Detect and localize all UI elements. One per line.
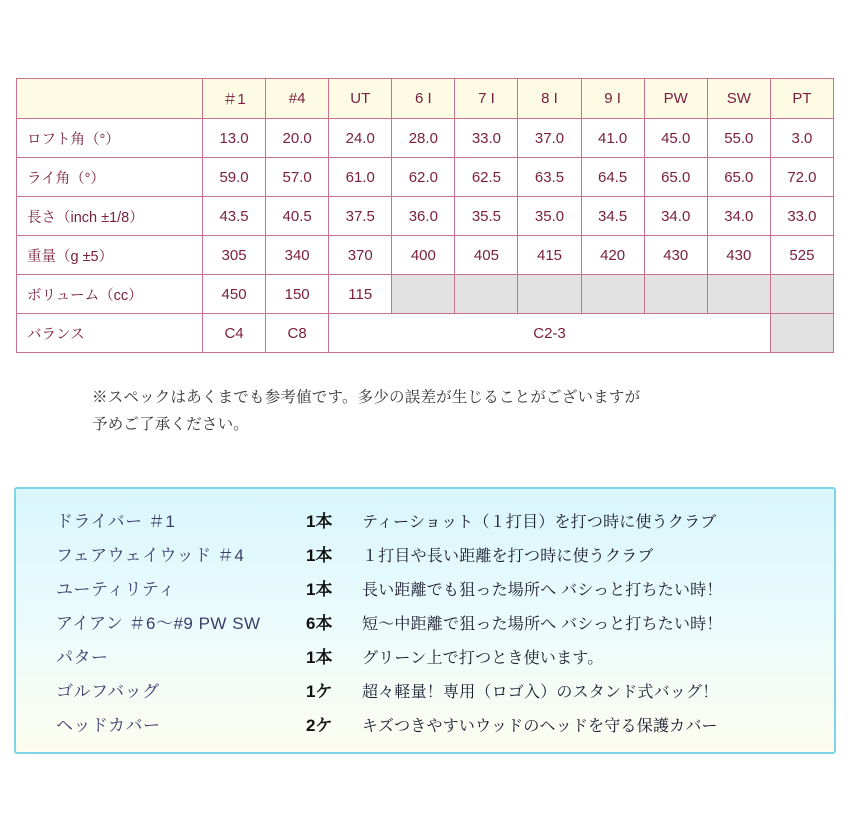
cell-loft-9: 3.0: [770, 119, 833, 158]
cell-weight-4: 405: [455, 236, 518, 275]
cell-volume-blank-7: [644, 275, 707, 314]
cell-length-0: 43.5: [203, 197, 266, 236]
cell-lie-2: 61.0: [329, 158, 392, 197]
item-name: ヘッドカバー: [56, 716, 161, 735]
table-row: [17, 119, 834, 158]
table-row: [17, 314, 834, 353]
cell-loft-3: 28.0: [392, 119, 455, 158]
col-header-3: 6 I: [392, 79, 455, 119]
cell-weight-2: 370: [329, 236, 392, 275]
list-item: [16, 541, 834, 575]
cell-length-3: 36.0: [392, 197, 455, 236]
col-header-6: 9 I: [581, 79, 644, 119]
list-item: [16, 575, 834, 609]
table-header-row: [17, 79, 834, 119]
item-quantity: 1本: [306, 546, 333, 565]
cell-length-9: 33.0: [770, 197, 833, 236]
cell-weight-1: 340: [266, 236, 329, 275]
cell-weight-0: 305: [203, 236, 266, 275]
cell-weight-5: 415: [518, 236, 581, 275]
item-description: 超々軽量！専用（ロゴ入）のスタンド式バッグ！: [362, 684, 719, 701]
row-label-length: 長さ（inch ±1/8）: [17, 197, 203, 236]
cell-volume-2: 115: [329, 275, 392, 314]
item-name: ゴルフバッグ: [56, 682, 160, 701]
cell-loft-6: 41.0: [581, 119, 644, 158]
cell-weight-7: 430: [644, 236, 707, 275]
spec-table-container: [16, 78, 834, 353]
item-quantity: 2ケ: [306, 716, 333, 735]
item-quantity: 1本: [306, 648, 333, 667]
table-row: [17, 236, 834, 275]
cell-lie-1: 57.0: [266, 158, 329, 197]
cell-balance-merged: C2-3: [329, 314, 771, 353]
cell-weight-8: 430: [707, 236, 770, 275]
cell-length-1: 40.5: [266, 197, 329, 236]
cell-balance-0: C4: [203, 314, 266, 353]
cell-volume-blank-8: [707, 275, 770, 314]
item-name: パター: [56, 648, 109, 667]
list-item: [16, 677, 834, 711]
cell-loft-7: 45.0: [644, 119, 707, 158]
cell-loft-5: 37.0: [518, 119, 581, 158]
cell-weight-6: 420: [581, 236, 644, 275]
cell-lie-0: 59.0: [203, 158, 266, 197]
row-label-loft: ロフト角（°）: [17, 119, 203, 158]
row-label-volume: ボリューム（cc）: [17, 275, 203, 314]
spec-table-corner: [17, 79, 203, 119]
col-header-5: 8 I: [518, 79, 581, 119]
list-item: [16, 507, 834, 541]
set-contents-panel: [14, 487, 836, 754]
cell-length-7: 34.0: [644, 197, 707, 236]
cell-length-2: 37.5: [329, 197, 392, 236]
cell-volume-1: 150: [266, 275, 329, 314]
item-quantity: 6本: [306, 614, 333, 633]
cell-loft-1: 20.0: [266, 119, 329, 158]
col-header-7: PW: [644, 79, 707, 119]
row-label-lie: ライ角（°）: [17, 158, 203, 197]
item-description: ティーショット（１打目）を打つ時に使うクラブ: [362, 514, 717, 531]
col-header-9: PT: [770, 79, 833, 119]
col-header-0: ＃1: [203, 79, 266, 119]
spec-table: [16, 78, 834, 353]
item-quantity: 1本: [306, 512, 333, 531]
item-quantity: 1ケ: [306, 682, 333, 701]
note-line-2: 予めご了承ください。: [92, 416, 250, 434]
cell-volume-blank-4: [455, 275, 518, 314]
cell-weight-3: 400: [392, 236, 455, 275]
cell-length-5: 35.0: [518, 197, 581, 236]
item-description: グリーン上で打つとき使います。: [362, 650, 604, 667]
col-header-2: UT: [329, 79, 392, 119]
item-description: 短〜中距離で狙った場所へ バシっと打ちたい時！: [362, 616, 723, 633]
list-item: [16, 643, 834, 677]
cell-loft-2: 24.0: [329, 119, 392, 158]
item-description: １打目や長い距離を打つ時に使うクラブ: [362, 548, 654, 565]
cell-length-4: 35.5: [455, 197, 518, 236]
col-header-1: #4: [266, 79, 329, 119]
row-label-weight: 重量（g ±5）: [17, 236, 203, 275]
cell-volume-blank-6: [581, 275, 644, 314]
cell-balance-blank-last: [770, 314, 833, 353]
cell-lie-7: 65.0: [644, 158, 707, 197]
cell-volume-blank-5: [518, 275, 581, 314]
note-line-1: ※スペックはあくまでも参考値です。多少の誤差が生じることがございますが: [92, 389, 641, 406]
list-item: [16, 609, 834, 643]
item-name: ドライバー ＃1: [56, 512, 176, 531]
cell-volume-0: 450: [203, 275, 266, 314]
item-name: ユーティリティ: [56, 580, 176, 599]
item-description: 長い距離でも狙った場所へ バシっと打ちたい時！: [362, 582, 723, 599]
cell-volume-blank-3: [392, 275, 455, 314]
cell-loft-4: 33.0: [455, 119, 518, 158]
cell-lie-5: 63.5: [518, 158, 581, 197]
cell-lie-9: 72.0: [770, 158, 833, 197]
cell-lie-3: 62.0: [392, 158, 455, 197]
spec-disclaimer-note: [92, 384, 792, 438]
cell-weight-9: 525: [770, 236, 833, 275]
item-description: キズつきやすいウッドのヘッドを守る保護カバー: [362, 718, 718, 735]
cell-loft-8: 55.0: [707, 119, 770, 158]
table-row: [17, 158, 834, 197]
cell-lie-4: 62.5: [455, 158, 518, 197]
cell-lie-6: 64.5: [581, 158, 644, 197]
list-item: [16, 711, 834, 745]
item-name: アイアン ＃6〜#9 PW SW: [56, 614, 261, 633]
item-name: フェアウェイウッド ＃4: [56, 546, 245, 565]
spec-table-header: [17, 79, 834, 119]
cell-volume-blank-9: [770, 275, 833, 314]
col-header-8: SW: [707, 79, 770, 119]
item-quantity: 1本: [306, 580, 333, 599]
cell-lie-8: 65.0: [707, 158, 770, 197]
cell-length-6: 34.5: [581, 197, 644, 236]
table-row: [17, 275, 834, 314]
row-label-balance: バランス: [17, 314, 203, 353]
cell-loft-0: 13.0: [203, 119, 266, 158]
spec-table-body: [17, 119, 834, 353]
table-row: [17, 197, 834, 236]
cell-balance-1: C8: [266, 314, 329, 353]
cell-length-8: 34.0: [707, 197, 770, 236]
col-header-4: 7 I: [455, 79, 518, 119]
